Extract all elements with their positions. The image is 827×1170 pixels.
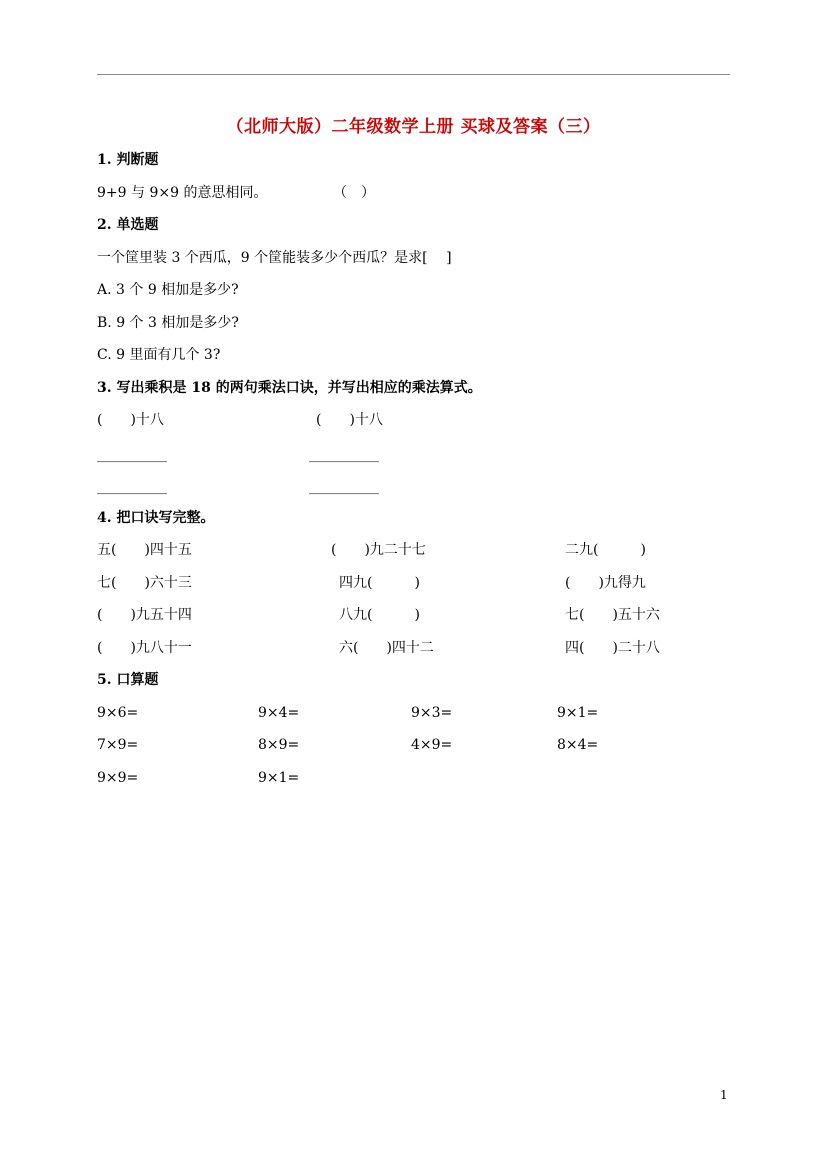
formula-blank-right: ( )十八 (316, 412, 383, 428)
calc-item: 4×9= (411, 737, 453, 753)
answer-line: __________ (97, 479, 167, 495)
option-a: A. 3 个 9 相加是多少? (97, 282, 239, 298)
calc-item: 9×3= (411, 705, 453, 721)
verse-item: ( )九八十一 (97, 640, 192, 656)
calc-item: 7×9= (97, 737, 139, 753)
formula-blank-left: ( )十八 (97, 412, 164, 428)
verse-item: 五( )四十五 (97, 542, 192, 558)
calc-item: 9×4= (258, 705, 300, 721)
option-c: C. 9 里面有几个 3? (97, 347, 221, 363)
calc-item: 9×9= (97, 770, 139, 786)
section-1-blank: （ ） (333, 185, 375, 201)
verse-item: 八九( ) (339, 607, 420, 623)
calc-item: 9×1= (557, 705, 599, 721)
verse-item: 四( )二十八 (565, 640, 660, 656)
calc-item: 9×1= (258, 770, 300, 786)
section-2-heading: 2. 单选题 (97, 217, 159, 233)
verse-item: ( )九二十七 (331, 542, 426, 558)
section-5-heading: 5. 口算题 (97, 672, 159, 688)
verse-item: 六( )四十二 (339, 640, 434, 656)
section-4-heading: 4. 把口诀写完整。 (97, 510, 215, 526)
calc-item: 8×4= (557, 737, 599, 753)
page-number: 1 (720, 1088, 728, 1102)
verse-item: 七( )五十六 (565, 607, 660, 623)
option-b: B. 9 个 3 相加是多少? (97, 315, 239, 331)
section-1-item: 9+9 与 9×9 的意思相同。 (97, 185, 268, 201)
verse-item: ( )九得九 (565, 575, 646, 591)
calc-item: 8×9= (258, 737, 300, 753)
section-1-heading: 1. 判断题 (97, 152, 159, 168)
answer-line: __________ (309, 447, 379, 463)
section-3-heading: 3. 写出乘积是 18 的两句乘法口诀，并写出相应的乘法算式。 (97, 380, 482, 396)
verse-item: ( )九五十四 (97, 607, 192, 623)
section-2-question: 一个筐里装 3 个西瓜，9 个筐能装多少个西瓜？是求[ ] (97, 250, 452, 266)
page-title: （北师大版）二年级数学上册 买球及答案（三） (226, 117, 601, 137)
answer-line: __________ (309, 479, 379, 495)
verse-item: 七( )六十三 (97, 575, 192, 591)
verse-item: 四九( ) (339, 575, 420, 591)
verse-item: 二九( ) (565, 542, 646, 558)
header-rule (97, 74, 730, 75)
answer-line: __________ (97, 447, 167, 463)
calc-item: 9×6= (97, 705, 139, 721)
